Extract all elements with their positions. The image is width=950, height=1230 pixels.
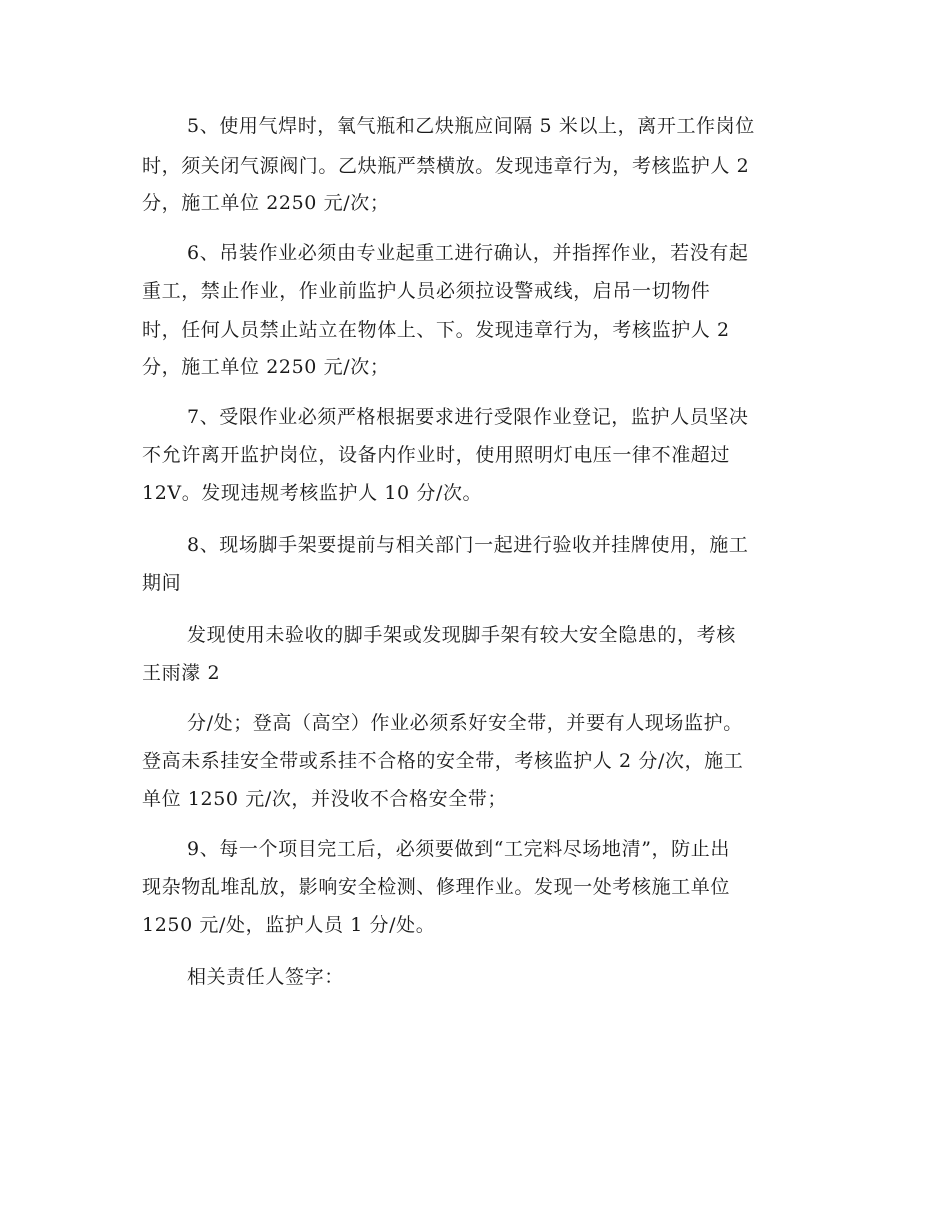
text-line: 时，须关闭气源阀门。乙炔瓶严禁横放。发现违章行为，考核监护人 2 xyxy=(142,155,750,177)
text-line: 5、使用气焊时，氧气瓶和乙炔瓶应间隔 5 米以上，离开工作岗位 xyxy=(187,115,755,137)
text-line: 不允许离开监护岗位，设备内作业时，使用照明灯电压一律不准超过 xyxy=(142,444,731,466)
text-line: 6、吊装作业必须由专业起重工进行确认，并指挥作业，若没有起 xyxy=(187,242,749,264)
text-line: 8、现场脚手架要提前与相关部门一起进行验收并挂牌使用，施工 xyxy=(187,534,749,556)
text-line: 王雨濛 2 xyxy=(142,662,221,684)
text-line: 期间 xyxy=(142,572,182,594)
text-line: 9、每一个项目完工后，必须要做到“工完料尽场地清”，防止出 xyxy=(187,838,730,860)
text-line: 现杂物乱堆乱放，影响安全检测、修理作业。发现一处考核施工单位 xyxy=(142,876,731,898)
text-line: 12V。发现违规考核监护人 10 分/次。 xyxy=(142,482,483,504)
signature-label: 相关责任人签字： xyxy=(187,966,344,988)
text-line: 分，施工单位 2250 元/次； xyxy=(142,192,390,214)
text-line: 登高未系挂安全带或系挂不合格的安全带，考核监护人 2 分/次，施工 xyxy=(142,750,744,772)
text-line: 时，任何人员禁止站立在物体上、下。发现违章行为，考核监护人 2 xyxy=(142,319,730,341)
text-line: 分/处；登高（高空）作业必须系好安全带，并要有人现场监护。 xyxy=(187,712,743,734)
text-line: 单位 1250 元/次，并没收不合格安全带； xyxy=(142,788,508,810)
text-line: 7、受限作业必须严格根据要求进行受限作业登记，监护人员坚决 xyxy=(187,406,749,428)
text-line: 重工，禁止作业，作业前监护人员必须拉设警戒线，启吊一切物件 xyxy=(142,280,711,302)
text-line: 1250 元/处，监护人员 1 分/处。 xyxy=(142,914,436,936)
text-line: 发现使用未验收的脚手架或发现脚手架有较大安全隐患的，考核 xyxy=(187,624,736,646)
text-line: 分，施工单位 2250 元/次； xyxy=(142,356,390,378)
